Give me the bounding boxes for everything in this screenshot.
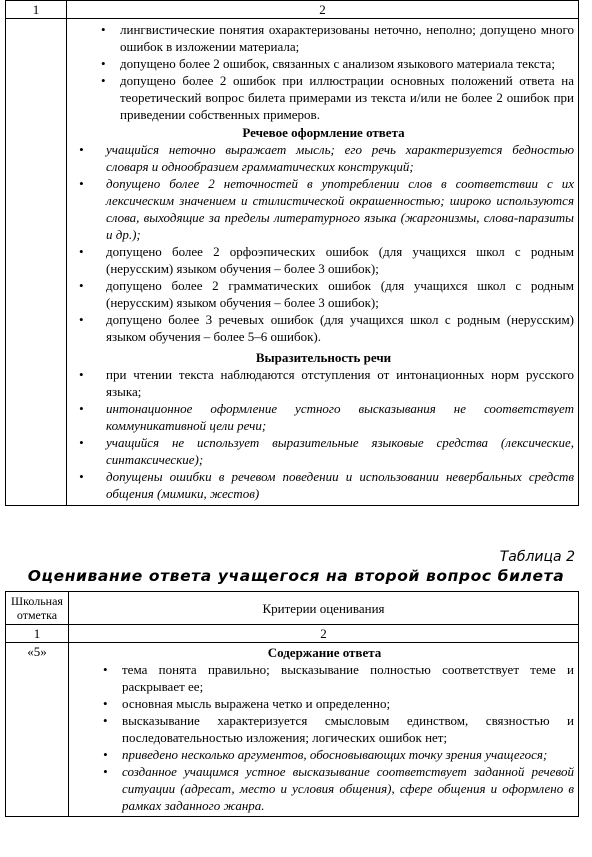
list-item: • допущено более 3 речевых ошибок (для учащихся школ с родным (нерусским) языком обучения – более 5–6 ошибок). bbox=[73, 311, 574, 345]
grade-cell: «5» bbox=[6, 643, 69, 817]
column-number-1: 1 bbox=[6, 625, 69, 643]
list-item: • приведено несколько аргументов, обосновывающих точку зрения учащегося; bbox=[75, 746, 574, 763]
section-heading-content: Содержание ответа bbox=[267, 645, 382, 660]
list-item: • допущены ошибки в речевом поведении и использовании невербальных средств общения (мимики, жестов) bbox=[73, 468, 574, 502]
criteria-table-2 bbox=[5, 591, 579, 817]
criteria-cell bbox=[67, 19, 579, 506]
column-number-2: 2 bbox=[69, 625, 579, 643]
criteria-table-1 bbox=[5, 0, 579, 506]
list-item: • учащийся неточно выражает мысль; его речь характеризуется бедностью словаря и однообразием грамматических конструкций; bbox=[73, 141, 574, 175]
header-row bbox=[6, 592, 579, 625]
list-item: • созданное учащимся устное высказывание соответствует заданной речевой ситуации (адресат, место и условия общения), сфере общения и оформлено в рамках заданного жанра. bbox=[75, 763, 574, 814]
list-item: • интонационное оформление устного высказывания не соответствует коммуникативной цели речи; bbox=[73, 400, 574, 434]
grade-cell bbox=[6, 19, 67, 506]
criteria-row bbox=[6, 19, 579, 506]
list-item: • допущено более 2 грамматических ошибок (для учащихся школ с родным (нерусским) языком обучения – более 3 ошибок); bbox=[73, 277, 574, 311]
column-number-row bbox=[6, 625, 579, 643]
column-number-row bbox=[6, 1, 579, 19]
column-number-1: 1 bbox=[6, 1, 67, 19]
list-item: • учащийся не использует выразительные языковые средства (лексические, синтаксические); bbox=[73, 434, 574, 468]
list-item: • лингвистические понятия охарактеризованы неточно, неполно; допущено много ошибок в изложении материала; bbox=[73, 21, 574, 55]
list-item: • основная мысль выражена четко и определенно; bbox=[75, 695, 574, 712]
list-item: • тема понята правильно; высказывание полностью соответствует теме и раскрывает ее; bbox=[75, 661, 574, 695]
column-number-2: 2 bbox=[67, 1, 579, 19]
section-heading-speech: Речевое оформление ответа bbox=[242, 125, 405, 140]
criteria-cell bbox=[69, 643, 579, 817]
header-criteria: Критерии оценивания bbox=[69, 592, 579, 625]
grade-row bbox=[6, 643, 579, 817]
list-item: • допущено более 2 ошибок при иллюстрации основных положений ответа на теоретический вопрос билета примерами из текста и/или не более 2 ошибок при приведении собственных примеров. bbox=[73, 72, 574, 123]
list-item: • высказывание характеризуется смысловым единством, связностью и последовательностью изложения; логических ошибок нет; bbox=[75, 712, 574, 746]
list-item: • допущено более 2 орфоэпических ошибок (для учащихся школ с родным (нерусским) языком обучения – более 3 ошибок); bbox=[73, 243, 574, 277]
table-number: Таблица 2 bbox=[499, 549, 575, 565]
section-heading-expressiveness: Выразительность речи bbox=[255, 350, 392, 365]
list-item: • допущено более 2 неточностей в употреблении слов в соответствии с их лексическим значением и стилистической окрашенностью; широко используются слова, выходящие за пределы литературного языка (жаргонизмы, слова-паразиты и др.); bbox=[73, 175, 574, 243]
header-grade: Школьная отметка bbox=[6, 592, 69, 625]
table-title: Оценивание ответа учащегося на второй вопрос билета bbox=[27, 567, 565, 585]
list-item: • допущено более 2 ошибок, связанных с анализом языкового материала текста; bbox=[73, 55, 574, 72]
list-item: • при чтении текста наблюдаются отступления от интонационных норм русского языка; bbox=[73, 366, 574, 400]
